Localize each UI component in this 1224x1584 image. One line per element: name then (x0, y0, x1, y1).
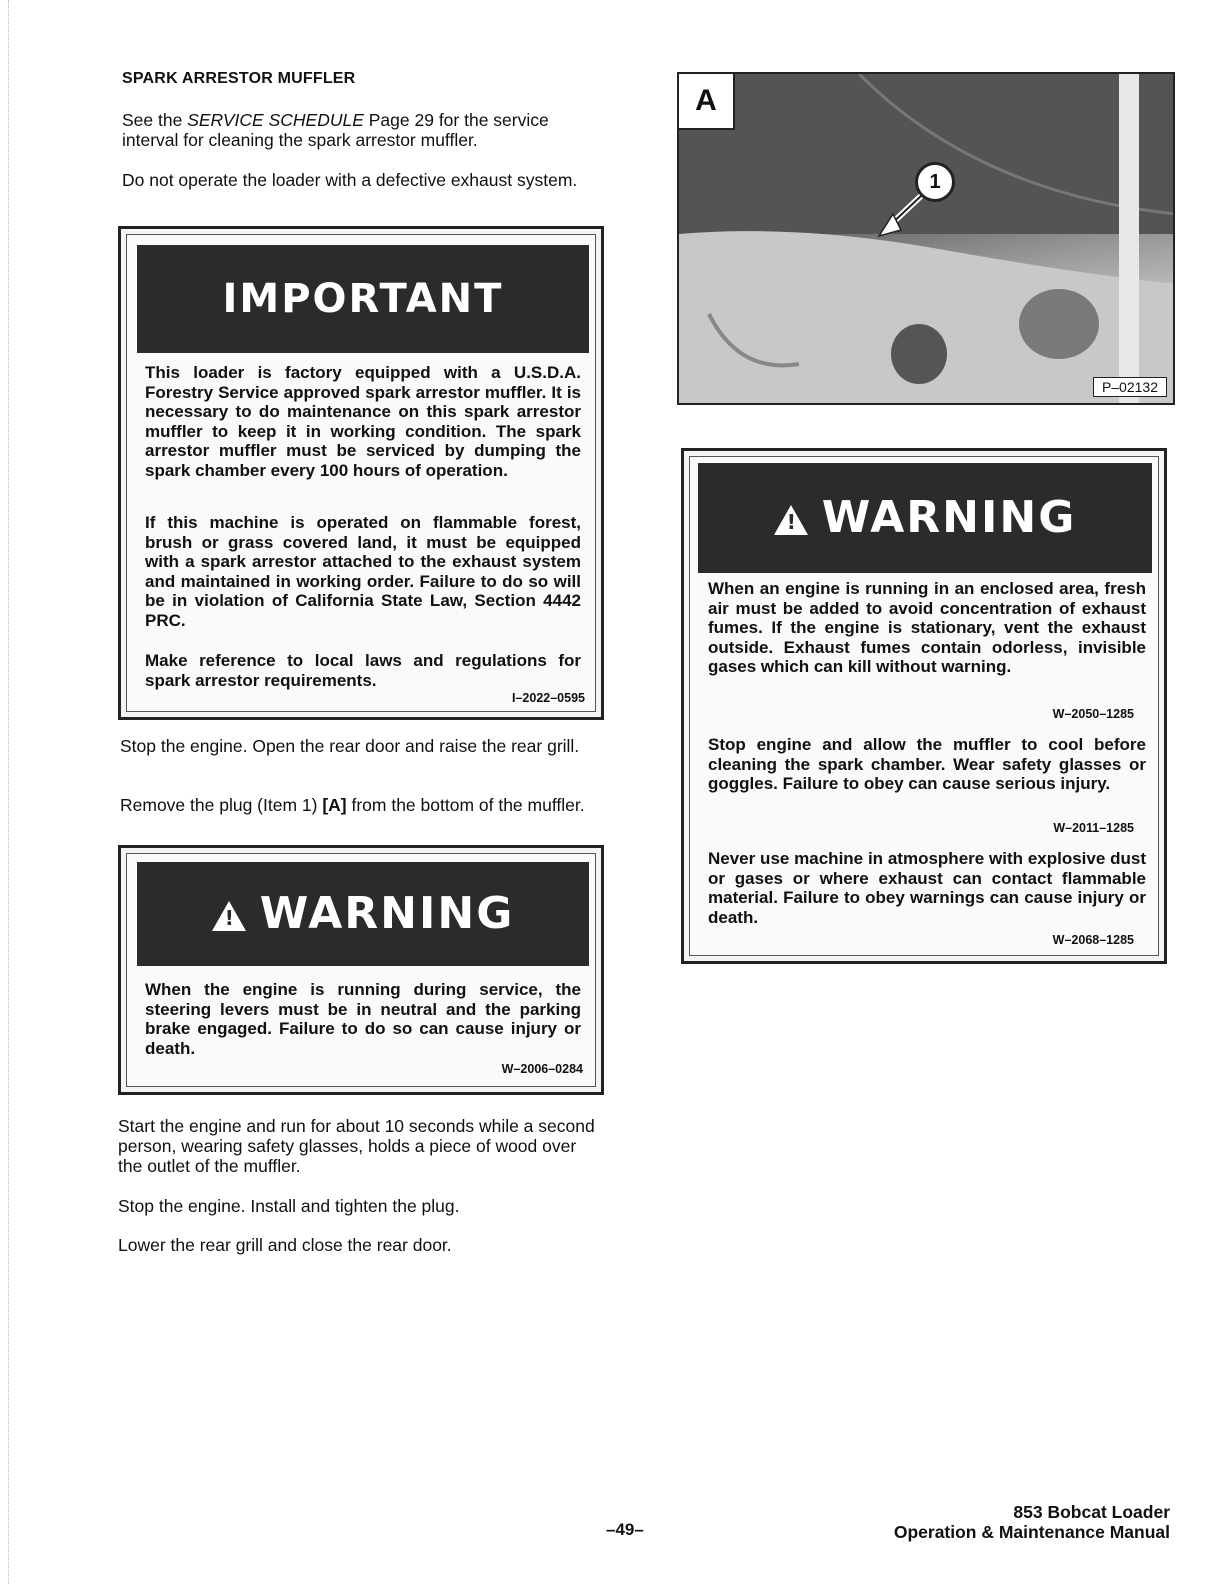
warning-right-code-1: W–2050–1285 (1052, 707, 1134, 721)
warning-triangle-icon: ! (774, 505, 808, 535)
important-code: I–2022–0595 (512, 691, 585, 705)
step-install-plug: Stop the engine. Install and tighten the plug. (118, 1196, 460, 1216)
manual-title (894, 1502, 1170, 1542)
page-number: –49– (606, 1520, 644, 1539)
important-banner: IMPORTANT (137, 245, 589, 353)
step-close-door: Lower the rear grill and close the rear door. (118, 1235, 452, 1255)
figure-code: P–02132 (1093, 377, 1167, 397)
intro-paragraph-1: See the SERVICE SCHEDULE Page 29 for the service interval for cleaning the spark arrestor muffler. (122, 110, 549, 150)
warning-left-code: W–2006–0284 (501, 1062, 583, 1076)
warning-right-paragraph-3: Never use machine in atmosphere with explosive dust or gases or where exhaust can contact flammable material. Failure to obey warnings can cause injury or death. (708, 849, 1146, 927)
warning-banner-right: ! WARNING (698, 463, 1152, 573)
warning-banner-left: ! WARNING (137, 862, 589, 966)
step-remove-plug: Remove the plug (Item 1) [A] from the bottom of the muffler. (120, 795, 585, 815)
warning-right-paragraph-1: When an engine is running in an enclosed area, fresh air must be added to avoid concentration of exhaust fumes. If the engine is stationary, vent the exhaust outside. Exhaust fumes contain odorless, invisible gases which can kill without warning. (708, 579, 1146, 677)
warning-right-paragraph-2: Stop engine and allow the muffler to cool before cleaning the spark chamber. Wear safety glasses or goggles. Failure to obey can cause serious injury. (708, 735, 1146, 794)
important-notice-box (118, 226, 604, 720)
muffler-photo-illustration (679, 74, 1175, 405)
warning-right-code-3: W–2068–1285 (1052, 933, 1134, 947)
important-paragraph-1: This loader is factory equipped with a U.S.D.A. Forestry Service approved spark arrestor muffler. It is necessary to do maintenance on this spark arrestor muffler to keep it in working condition. The spark arrestor muffler must be serviced by dumping the spark chamber every 100 hours of operation. (145, 363, 581, 480)
section-heading: SPARK ARRESTOR MUFFLER (122, 70, 356, 87)
warning-right-code-2: W–2011–1285 (1053, 821, 1134, 835)
callout-item-1: 1 (915, 162, 955, 202)
step-stop-engine-open-door: Stop the engine. Open the rear door and raise the rear grill. (120, 736, 580, 756)
warning-left-text: When the engine is running during service, the steering levers must be in neutral and the parking brake engaged. Failure to do so can cause injury or death. (145, 980, 581, 1058)
warning-box-exhaust (681, 448, 1167, 964)
important-paragraph-2: If this machine is operated on flammable forest, brush or grass covered land, it must be equipped with a spark arrestor attached to the exhaust system and maintained in working order. Failure to do so will be in violation of California State Law, Section 4442 PRC. (145, 513, 581, 630)
manual-title-line-2: Operation & Maintenance Manual (893, 1522, 1170, 1542)
warning-triangle-icon: ! (212, 901, 246, 931)
step-start-engine: Start the engine and run for about 10 seconds while a second person, wearing safety glasses, holds a piece of wood over the outlet of the muffler. (118, 1116, 595, 1176)
figure-a-photo (677, 72, 1175, 405)
intro-paragraph-2: Do not operate the loader with a defective exhaust system. (122, 170, 578, 190)
binding-margin (8, 0, 9, 1584)
manual-title-line-1: 853 Bobcat Loader (1013, 1502, 1170, 1522)
figure-label: A (679, 74, 735, 130)
important-paragraph-3: Make reference to local laws and regulations for spark arrestor requirements. (145, 651, 581, 690)
warning-box-service (118, 845, 604, 1095)
